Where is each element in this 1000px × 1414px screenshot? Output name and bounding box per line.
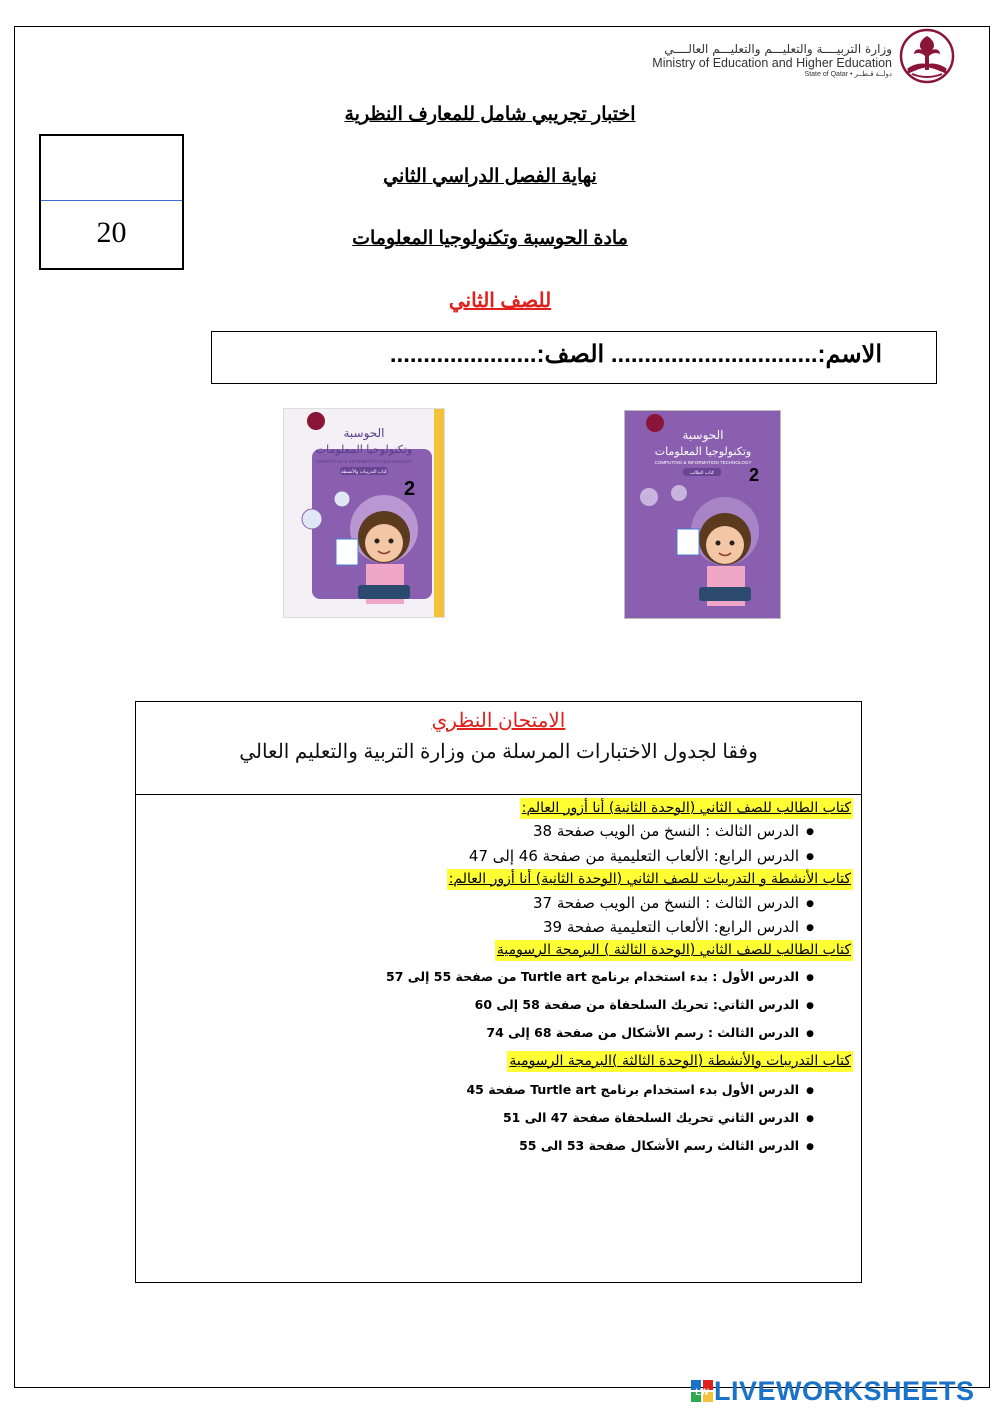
list-item [475,994,821,1017]
student-book-badge: كتاب الطالب [689,471,715,476]
list-item [519,1135,821,1158]
section-title: كتاب الطالب للصف الثاني (الوحدة الثانية) أنا أزور العالم: [520,798,853,819]
syllabus-box [135,701,862,1283]
exam-grade: للصف الثاني [448,290,552,312]
list-item [486,1022,821,1045]
liveworksheets-badge: LW [695,1387,709,1397]
section-title: كتاب التدريبات والأنشطة (الوحدة الثالثة )البرمجة الرسومية [507,1051,853,1072]
exam-title: اختبار تجريبي شامل للمعارف النظرية [344,104,636,125]
ministry-logo [652,24,956,94]
exam-term: نهاية الفصل الدراسي الثاني [383,166,597,187]
section-title: كتاب الطالب للصف الثاني (الوحدة الثالثة ) البرمجة الرسومية [495,940,853,961]
list-item-text: الدرس الثالث : رسم الأشكال من صفحة 68 إلى 74 [486,1025,799,1040]
list-item-text: الدرس الثاني تحريك السلحفاة صفحة 47 الى 51 [502,1110,799,1125]
bullet-icon: ● [806,898,814,909]
activity-book-title-2: وتكنولوجيا المعلومات [315,443,413,456]
score-total: 20 [96,216,127,249]
list-item [469,845,821,868]
qatar-emblem-icon [898,26,956,84]
list-item-text: الدرس الثاني: تحريك السلحفاة من صفحة 58 إلى 60 [474,997,799,1012]
logo-arabic-name: وزارة التربيــــة والتعليـــم والتعليـــم العالــــي [664,42,892,56]
logo-text [652,42,892,78]
list-item-text: الدرس الأول : بدء استخدام برنامج Turtle art من صفحة 55 إلى 57 [386,969,799,984]
list-item-text: الدرس الأول بدء استخدام برنامج Turtle art صفحة 45 [466,1082,799,1097]
section-4 [507,1050,853,1072]
list-item-text: الدرس الثالث رسم الأشكال صفحة 53 الى 55 [519,1138,799,1153]
logo-english-name: Ministry of Education and Higher Education [652,56,892,70]
student-book-title-2: وتكنولوجيا المعلومات [654,445,752,458]
student-info-box [211,331,937,384]
score-divider [41,200,182,201]
activity-book-badge: كتاب التدريبات والأنشطة [340,470,388,475]
student-book-illustration [625,411,780,618]
liveworksheets-text: LIVEWORKSHEETS [714,1375,975,1406]
student-book-number: 2 [749,465,760,485]
student-name-class-line: الاسم:............................... الصف:...................... [389,341,882,368]
list-item-text: الدرس الثالث : النسخ من الويب صفحة 37 [532,894,799,912]
list-item-text: الدرس الرابع: الألعاب التعليمية من صفحة 46 إلى 47 [468,847,799,865]
activity-book-illustration [284,409,444,617]
syllabus-header [136,702,861,795]
activity-book-title-1: الحوسبة [343,426,385,440]
section-1 [520,797,853,819]
list-item [533,820,821,843]
score-box [39,134,184,270]
section-3 [495,939,853,961]
liveworksheets-watermark [690,1376,975,1406]
list-item [503,1107,821,1130]
exam-subject: مادة الحوسبة وتكنولوجيا المعلومات [352,228,628,249]
section-2 [447,868,853,890]
bullet-icon: ● [806,1113,814,1124]
bullet-icon: ● [806,922,814,933]
bullet-icon: ● [806,826,814,837]
student-book-subtitle: COMPUTING & INFORMATION TECHNOLOGY [654,460,752,465]
bullet-icon: ● [806,1085,814,1096]
syllabus-description: وفقا لجدول الاختبارات المرسلة من وزارة التربية والتعليم العالي [239,741,758,763]
list-item [466,1079,821,1102]
activity-book-subtitle: COMPUTING & INFORMATION TECHNOLOGY [315,459,413,464]
bullet-icon: ● [806,1028,814,1039]
list-item-text: الدرس الثالث : النسخ من الويب صفحة 38 [532,822,799,840]
bullet-icon: ● [806,1141,814,1152]
activity-book-cover [283,408,445,618]
activity-book-number: 2 [404,478,416,500]
list-item-text: الدرس الرابع: الألعاب التعليمية صفحة 39 [543,918,799,936]
section-title: كتاب الأنشطة و التدريبات للصف الثاني (الوحدة الثانية) أنا أزور العالم: [447,869,853,890]
bullet-icon: ● [806,1000,814,1011]
logo-state-name: State of Qatar • دولــة قـطــر [804,71,892,78]
student-book-title-1: الحوسبة [682,428,724,442]
liveworksheets-logo-icon [690,1379,714,1403]
bullet-icon: ● [806,972,814,983]
bullet-icon: ● [806,851,814,862]
list-item [533,892,821,915]
syllabus-title: الامتحان النظري [431,710,566,732]
list-item [543,916,821,939]
list-item [386,966,821,989]
student-book-cover [624,410,781,619]
